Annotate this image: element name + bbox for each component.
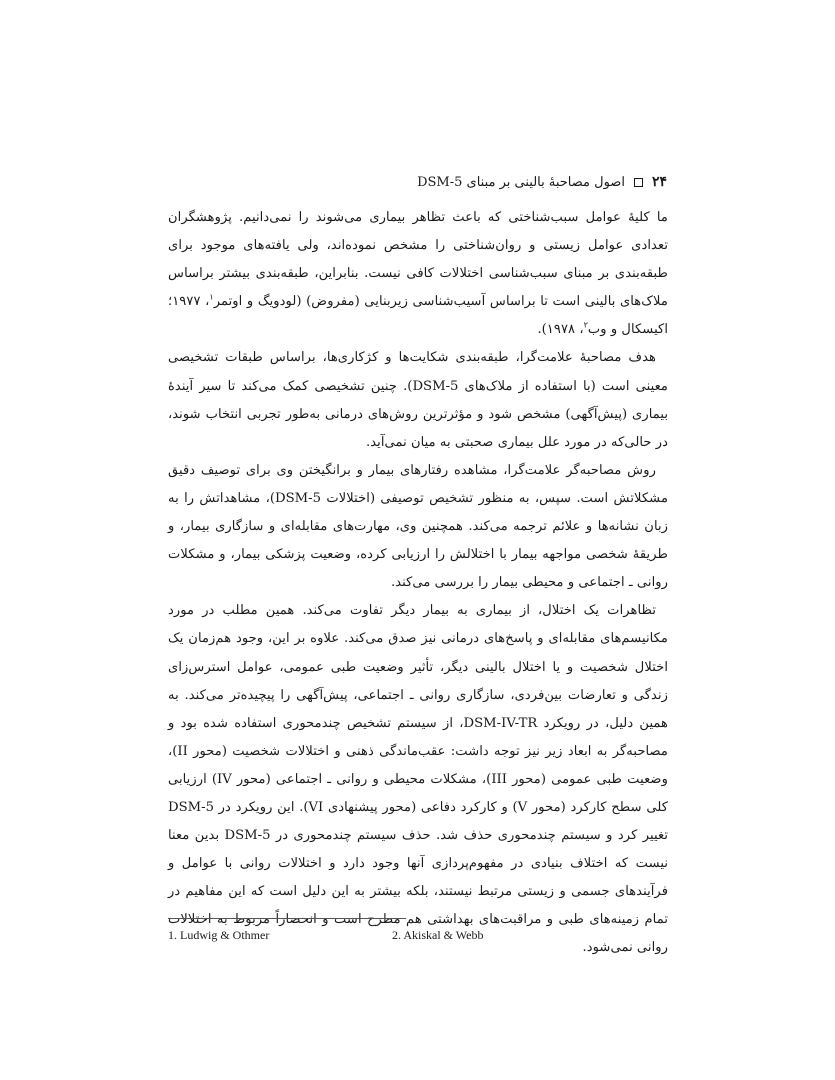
paragraph-1 [168, 204, 668, 344]
body-text [168, 204, 668, 963]
running-title: اصول مصاحبهٔ بالینی بر مبنای DSM-5 [417, 174, 625, 190]
footnote-ref-1: ۱ [209, 292, 214, 302]
paragraph-2: هدف مصاحبهٔ علامت‌گرا، طبقه‌بندی شکایت‌ها و کژکاری‌ها، براساس طبقات تشخیصی معینی است (با استفاده از ملاک‌های DSM-5). چنین تشخیصی کمک می‌کند تا سیر آیندهٔ بیماری (پیش‌آگهی) مشخص شود و مؤثرترین روش‌های درمانی به‌طور تجربی انتخاب شوند، در حالی‌که در مورد علل بیماری صحبتی به میان نمی‌آید. [168, 350, 668, 450]
paragraph-1-text: ما کلیهٔ عوامل سبب‌شناختی که باعث تظاهر بیماری می‌شوند را نمی‌دانیم. پژوهشگران تعدادی عوامل زیستی و روان‌شناختی را مشخص نموده‌اند، ولی یافته‌های موجود برای طبقه‌بندی بر مبنای سبب‌شناسی اختلالات کافی نیست. بنابراین، طبقه‌بندی بیشتر براساس ملاک‌های بالینی است تا براساس آسیب‌شناسی زیربنایی (مفروض) (لودویگ و اوتمر [168, 210, 668, 310]
running-header [417, 174, 667, 190]
page-number: ۲۴ [651, 174, 667, 190]
footnote-1: 1. Ludwig & Othmer [168, 928, 270, 942]
paragraph-1-end: ، ۱۹۷۸). [537, 322, 584, 338]
paragraph-1-mid: ، ۱۹۷۷؛ اکیسکال و وب [168, 294, 668, 338]
paragraph-4: تظاهرات یک اختلال، از بیماری به بیمار دیگر تفاوت می‌کند. همین مطلب در مورد مکانیسم‌های مقابله‌ای و پاسخ‌های درمانی نیز صدق می‌کند. علاوه بر این، وجود هم‌زمان یک اختلال شخصیت و یا اختلال بالینی دیگر، تأثیر وضعیت طبی عمومی، عوامل استرس‌زای زندگی و تعارضات بین‌فردی، سازگاری روانی ـ اجتماعی، پیش‌آگهی را پیچیده‌تر می‌کند. به همین دلیل، در رویکرد DSM-IV-TR، از سیستم تشخیص چندمحوری استفاده شده بود و مصاحبه‌گر به ابعاد زیر نیز توجه داشت: عقب‌ماندگی ذهنی و اختلالات شخصیت (محور II)، وضعیت طبی عمومی (محور III)، مشکلات محیطی و روانی ـ اجتماعی (محور IV) ارزیابی کلی سطح کارکرد (محور V) و کارکرد دفاعی (محور پیشنهادی VI). این رویکرد در DSM-5 تغییر کرد و سیستم چندمحوری حذف شد. حذف سیستم چندمحوری در DSM-5 بدین معنا نیست که اختلاف بنیادی در مفهوم‌پردازی آنها وجود دارد و اختلالات روانی با عوامل و فرآیندهای جسمی و زیستی مرتبط نیستند، بلکه بیشتر به این دلیل است که این مفاهیم در تمام زمینه‌های طبی و مراقبت‌های بهداشتی هم مطرح است و انحصاراً مربوط به اختلالات روانی نمی‌شود. [168, 603, 669, 956]
footnote-divider [168, 918, 406, 919]
footnote-ref-2: ۲ [583, 320, 588, 330]
square-bullet-icon [634, 178, 643, 187]
footnote-2: 2. Akiskal & Webb [392, 928, 484, 942]
paragraph-3: روش مصاحبه‌گر علامت‌گرا، مشاهده رفتارهای بیمار و برانگیختن وی برای توصیف دقیق مشکلاتش است. سپس، به منظور تشخیص توصیفی (اختلالات DSM-5)، مشاهداتش را به زبان نشانه‌ها و علائم ترجمه می‌کند. همچنین وی، مهارت‌های مقابله‌ای و سازگاری بیمار، و طریقهٔ شخصی مواجهه بیمار با اختلالش را ارزیابی کرده، وضعیت پزشکی بیمار، و مشکلات روانی ـ اجتماعی و محیطی بیمار را بررسی می‌کند. [168, 462, 669, 591]
